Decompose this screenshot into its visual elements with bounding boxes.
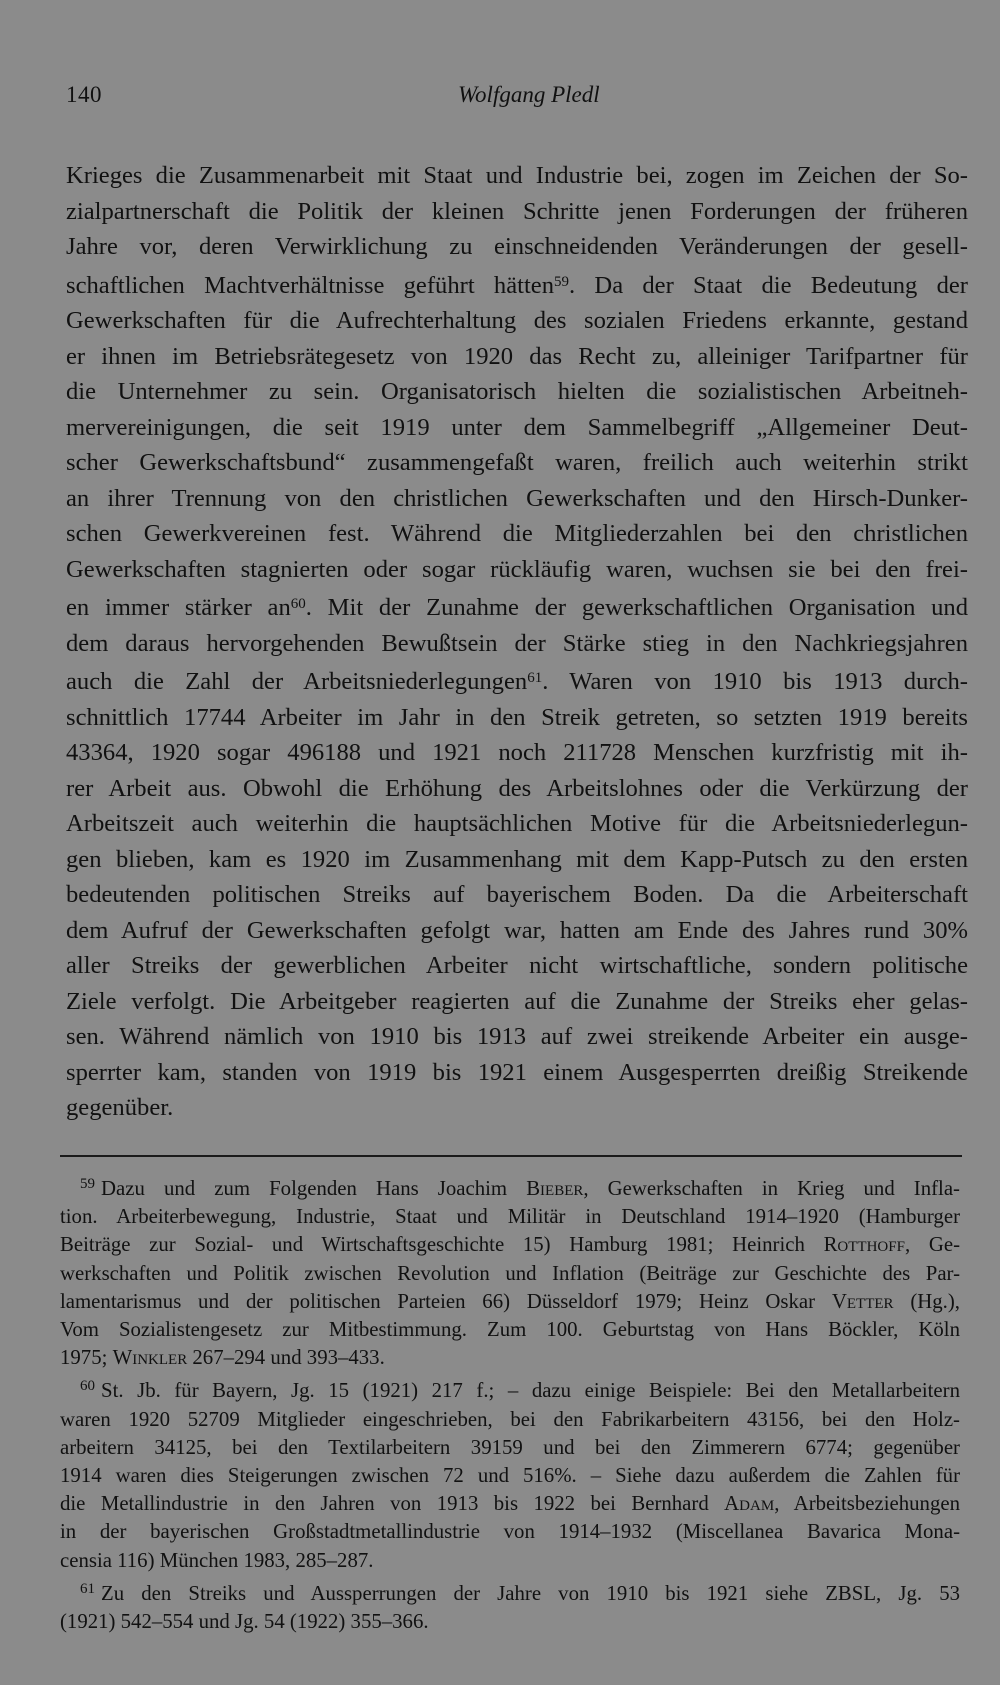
footnote-59-line: werkschaften und Politik zwischen Revolution und Inflation (Beiträge zur Geschichte des Par- bbox=[60, 1261, 960, 1285]
body-line: Jahre vor, deren Verwirklichung zu einschneidenden Veränderungen der gesell- bbox=[66, 233, 968, 260]
body-line-text: . Mit der Zunahme der gewerkschaftlichen Organisation und bbox=[305, 594, 968, 621]
footnote-60-line: 1914 waren dies Steigerungen zwischen 72 und 516%. – Siehe dazu außerdem die Zahlen für bbox=[60, 1464, 960, 1488]
footnote-reference: 60 bbox=[290, 596, 306, 612]
body-line: die Unternehmer zu sein. Organisatorisch hielten die sozialistischen Arbeitneh- bbox=[66, 378, 968, 405]
footnote-text: die Metallindustrie in den Jahren von 1913 bis 1922 bei Bernhard bbox=[60, 1492, 709, 1516]
footnote-separator bbox=[60, 1155, 962, 1157]
footnote-60-line: waren 1920 52709 Mitglieder eingeschrieben, bei den Fabrikarbeitern 43156, bei den Holz- bbox=[60, 1407, 960, 1431]
body-line: bedeutenden politischen Streiks auf bayerischem Boden. Da die Arbeiterschaft bbox=[66, 881, 968, 908]
body-line: Arbeitszeit auch weiterhin die hauptsächlichen Motive für die Arbeitsniederlegun- bbox=[66, 810, 968, 837]
footnote-reference: 61 bbox=[527, 670, 543, 686]
page-header bbox=[66, 82, 934, 118]
footnote-text: , Gewerkschaften in Krieg und Infla- bbox=[583, 1177, 960, 1200]
body-line: 43364, 1920 sogar 496188 und 1921 noch 211728 Menschen kurzfristig mit ih- bbox=[66, 739, 968, 766]
footnote-text: (Hg.), bbox=[910, 1289, 960, 1313]
footnote-reference: 59 bbox=[554, 273, 570, 290]
footnote-60-line: censia 116) München 1983, 285–287. bbox=[60, 1548, 374, 1572]
footnote-59-line bbox=[60, 1170, 960, 1203]
body-line: gegenüber. bbox=[66, 1094, 174, 1121]
running-head-author: Wolfgang Pledl bbox=[458, 82, 600, 107]
author-name: Rotthoff bbox=[823, 1233, 905, 1257]
body-line: sperrter kam, standen von 1919 bis 1921 einem Ausgesperrten dreißig Streikende bbox=[66, 1058, 968, 1086]
footnote-text: 1975; bbox=[60, 1346, 108, 1370]
footnote-text: , Ge- bbox=[904, 1233, 960, 1257]
footnote-mark: 60 bbox=[80, 1378, 95, 1395]
body-line: Krieges die Zusammenarbeit mit Staat und Industrie bei, zogen im Zeichen der So- bbox=[66, 162, 968, 189]
body-line: Gewerkschaften stagnierten oder sogar rückläufig waren, wuchsen sie bei den frei- bbox=[66, 555, 968, 583]
body-line: mervereinigungen, die seit 1919 unter dem Sammelbegriff „Allgemeiner Deut- bbox=[66, 413, 968, 441]
author-name: Vetter bbox=[831, 1289, 894, 1313]
footnote-59-line: Vom Sozialistengesetz zur Mitbestimmung. Zum 100. Geburtstag von Hans Böckler, Köln bbox=[60, 1318, 960, 1342]
body-line: Ziele verfolgt. Die Arbeitgeber reagierten auf die Zunahme der Streiks eher gelas- bbox=[66, 987, 968, 1015]
body-line: rer Arbeit aus. Obwohl die Erhöhung des Arbeitslohnes oder die Verkürzung der bbox=[66, 774, 968, 802]
body-line-text: en immer stärker an bbox=[66, 594, 291, 621]
body-line bbox=[66, 661, 968, 700]
footnote-mark: 59 bbox=[80, 1176, 95, 1192]
footnote-text: St. Jb. für Bayern, Jg. 15 (1921) 217 f.; – dazu einige Beispiele: Bei den Metallarbeitern bbox=[101, 1379, 960, 1403]
body-line bbox=[66, 587, 968, 626]
body-line: dem daraus hervorgehenden Bewußtsein der Stärke stieg in den Nachkriegsjahren bbox=[66, 629, 968, 657]
body-line: dem Aufruf der Gewerkschaften gefolgt war, hatten am Ende des Jahres rund 30% bbox=[66, 916, 968, 944]
footnote-text: Dazu und zum Folgenden Hans Joachim bbox=[101, 1177, 508, 1200]
footnote-mark: 61 bbox=[80, 1580, 95, 1597]
author-name: Bieber bbox=[526, 1177, 584, 1200]
footnote-60-line bbox=[60, 1372, 960, 1405]
author-name: Adam bbox=[724, 1492, 775, 1516]
footnote-text: 267–294 und 393–433. bbox=[192, 1346, 385, 1370]
body-line: sen. Während nämlich von 1910 bis 1913 auf zwei streikende Arbeiter ein ausge- bbox=[66, 1023, 968, 1050]
footnote-61-line bbox=[60, 1575, 960, 1608]
footnote-59-line bbox=[60, 1288, 960, 1316]
author-name: Winkler bbox=[112, 1346, 188, 1370]
footnote-text: lamentarismus und der politischen Parteien 66) Düsseldorf 1979; Heinz Oskar bbox=[60, 1289, 816, 1313]
body-line-text: auch die Zahl der Arbeitsniederlegungen bbox=[66, 668, 528, 695]
footnote-59-line bbox=[60, 1344, 960, 1372]
body-line: aller Streiks der gewerblichen Arbeiter nicht wirtschaftliche, sondern politische bbox=[66, 952, 968, 979]
footnote-59-line bbox=[60, 1231, 960, 1259]
body-line: gen blieben, kam es 1920 im Zusammenhang mit dem Kapp-Putsch zu den ersten bbox=[66, 845, 968, 873]
footnote-59-line: tion. Arbeiterbewegung, Industrie, Staat und Militär in Deutschland 1914–1920 (Hamburger bbox=[60, 1205, 960, 1229]
body-line: er ihnen im Betriebsrätegesetz von 1920 das Recht zu, alleiniger Tarifpartner für bbox=[66, 342, 968, 370]
page-number: 140 bbox=[66, 82, 102, 107]
body-line bbox=[66, 265, 968, 304]
body-text bbox=[66, 158, 968, 1126]
body-line: schnittlich 17744 Arbeiter im Jahr in den Streik getreten, so setzten 1919 bereits bbox=[66, 703, 968, 731]
body-line: schen Gewerkvereinen fest. Während die Mitgliederzahlen bei den christlichen bbox=[66, 520, 968, 547]
body-line-text: . Waren von 1910 bis 1913 durch- bbox=[542, 668, 968, 695]
footnote-text: Zu den Streiks und Aussperrungen der Jahre von 1910 bis 1921 siehe ZBSL, Jg. 53 bbox=[101, 1581, 960, 1605]
body-line: an ihrer Trennung von den christlichen Gewerkschaften und den Hirsch-Dunker- bbox=[66, 484, 968, 512]
body-line: zialpartnerschaft die Politik der kleinen Schritte jenen Forderungen der früheren bbox=[66, 197, 968, 225]
footnote-text: , Arbeitsbeziehungen bbox=[774, 1492, 960, 1516]
footnote-text: Beiträge zur Sozial- und Wirtschaftsgeschichte 15) Hamburg 1981; Heinrich bbox=[60, 1233, 805, 1257]
body-line-text: schaftlichen Machtverhältnisse geführt hätten bbox=[66, 271, 555, 299]
body-line-text: . Da der Staat die Bedeutung der bbox=[569, 271, 968, 299]
footnote-60-line: in der bayerischen Großstadtmetallindustrie von 1914–1932 (Miscellanea Bavarica Mona- bbox=[60, 1520, 960, 1544]
footnotes bbox=[60, 1170, 960, 1636]
footnote-60-line: arbeitern 34125, bei den Textilarbeitern 39159 und bei den Zimmerern 6774; gegenüber bbox=[60, 1435, 960, 1459]
footnote-61-line: (1921) 542–554 und Jg. 54 (1922) 355–366. bbox=[60, 1610, 429, 1634]
body-line: Gewerkschaften für die Aufrechterhaltung des sozialen Friedens erkannte, gestand bbox=[66, 307, 968, 334]
body-line: scher Gewerkschaftsbund“ zusammengefaßt waren, freilich auch weiterhin strikt bbox=[66, 449, 968, 476]
footnote-60-line bbox=[60, 1490, 960, 1518]
